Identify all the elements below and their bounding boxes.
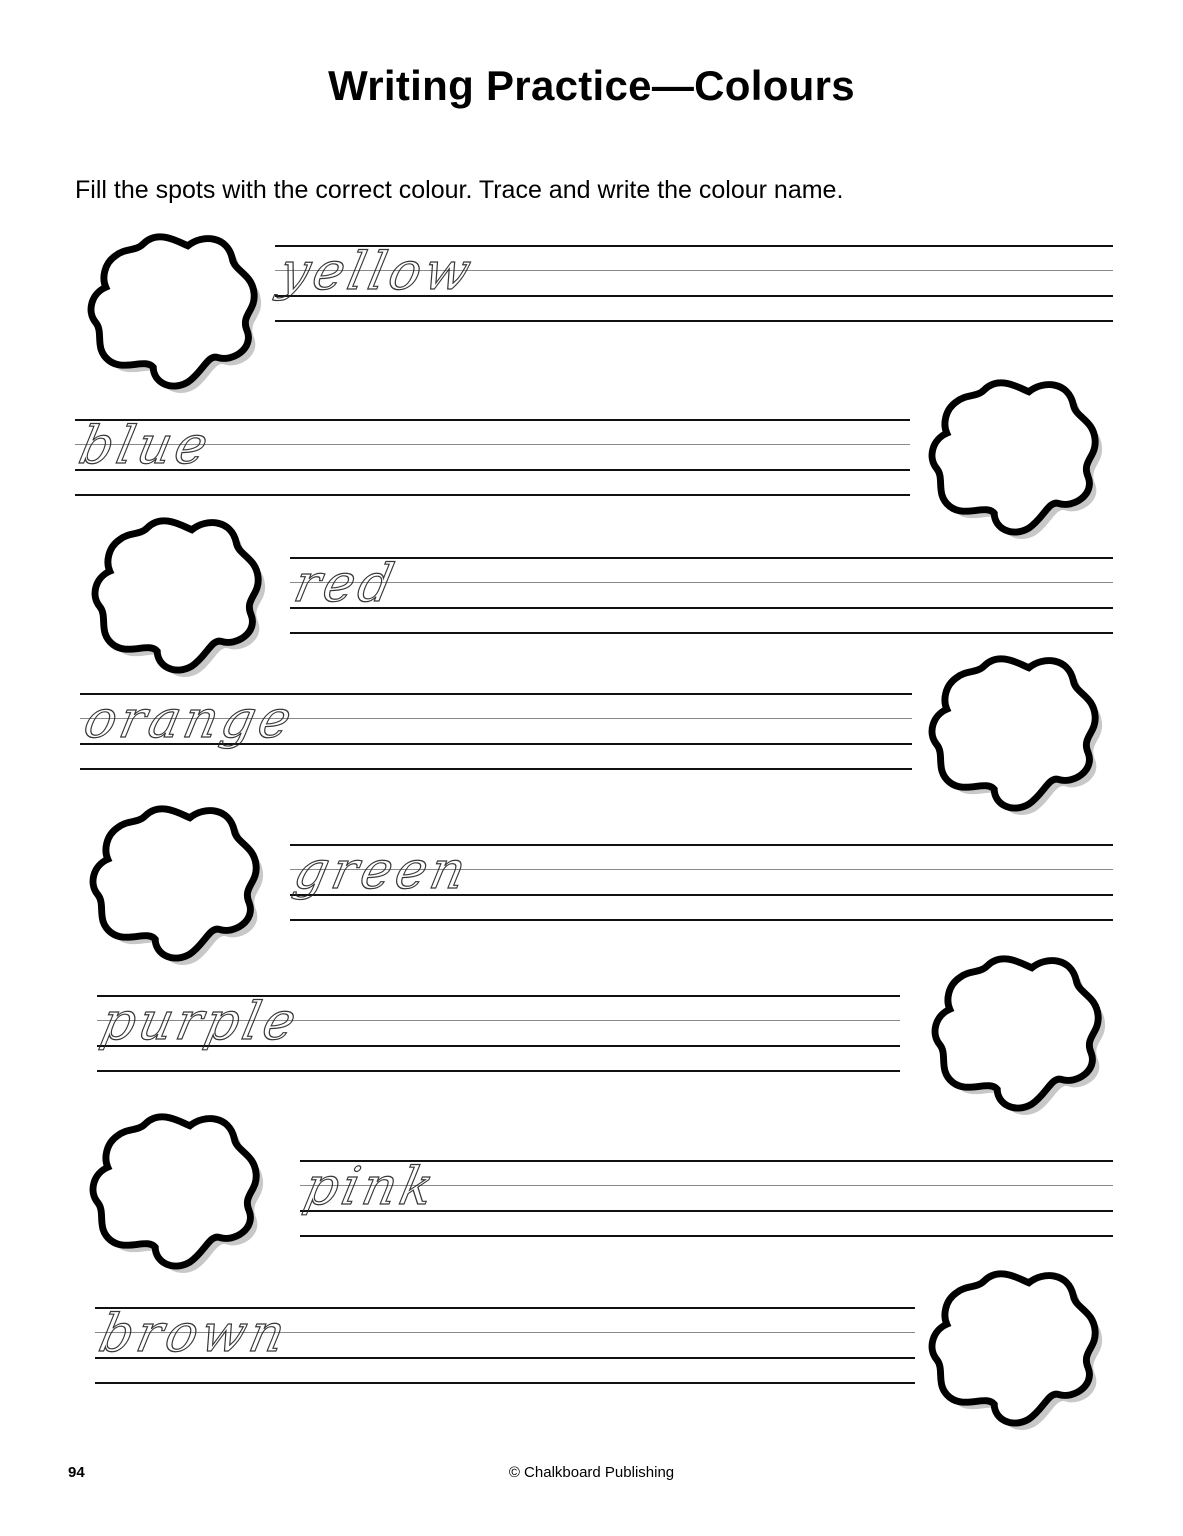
bottom-line [97, 1070, 900, 1072]
page-title: Writing Practice—Colours [328, 62, 855, 109]
trace-word: purple [95, 992, 306, 1052]
trace-word: orange [78, 690, 301, 750]
paint-spot-icon[interactable] [86, 796, 264, 964]
handwriting-lines[interactable] [273, 242, 1113, 322]
page-number: 94 [68, 1464, 85, 1481]
trace-word: yellow [273, 242, 480, 302]
bottom-line [300, 1235, 1113, 1237]
handwriting-lines[interactable] [298, 1157, 1113, 1237]
base-line [290, 607, 1113, 609]
paint-spot-icon[interactable] [86, 1104, 264, 1272]
handwriting-lines[interactable] [78, 690, 912, 770]
trace-word: pink [298, 1157, 443, 1217]
paint-spot-icon[interactable] [925, 370, 1103, 538]
handwriting-lines[interactable] [288, 554, 1113, 634]
top-line [290, 557, 1113, 559]
handwriting-lines[interactable] [73, 416, 910, 496]
copyright-notice: © Chalkboard Publishing [508, 1464, 675, 1481]
bottom-line [290, 632, 1113, 634]
bottom-line [275, 320, 1113, 322]
trace-word: brown [93, 1304, 295, 1364]
bottom-line [290, 919, 1113, 921]
handwriting-lines[interactable] [93, 1304, 915, 1384]
paint-spot-icon[interactable] [88, 508, 266, 676]
paint-spot-icon[interactable] [925, 1261, 1103, 1429]
handwriting-lines[interactable] [95, 992, 900, 1072]
paint-spot-icon[interactable] [928, 946, 1106, 1114]
trace-word: red [288, 554, 403, 614]
paint-spot-icon[interactable] [925, 646, 1103, 814]
instructions-text: Fill the spots with the correct colour. Trace and write the colour name. [75, 176, 844, 204]
bottom-line [80, 768, 912, 770]
paint-spot-icon[interactable] [84, 224, 262, 392]
handwriting-lines[interactable] [288, 841, 1113, 921]
trace-word: blue [73, 416, 217, 476]
trace-word: green [288, 841, 475, 901]
bottom-line [95, 1382, 915, 1384]
bottom-line [75, 494, 910, 496]
mid-line [290, 582, 1113, 583]
